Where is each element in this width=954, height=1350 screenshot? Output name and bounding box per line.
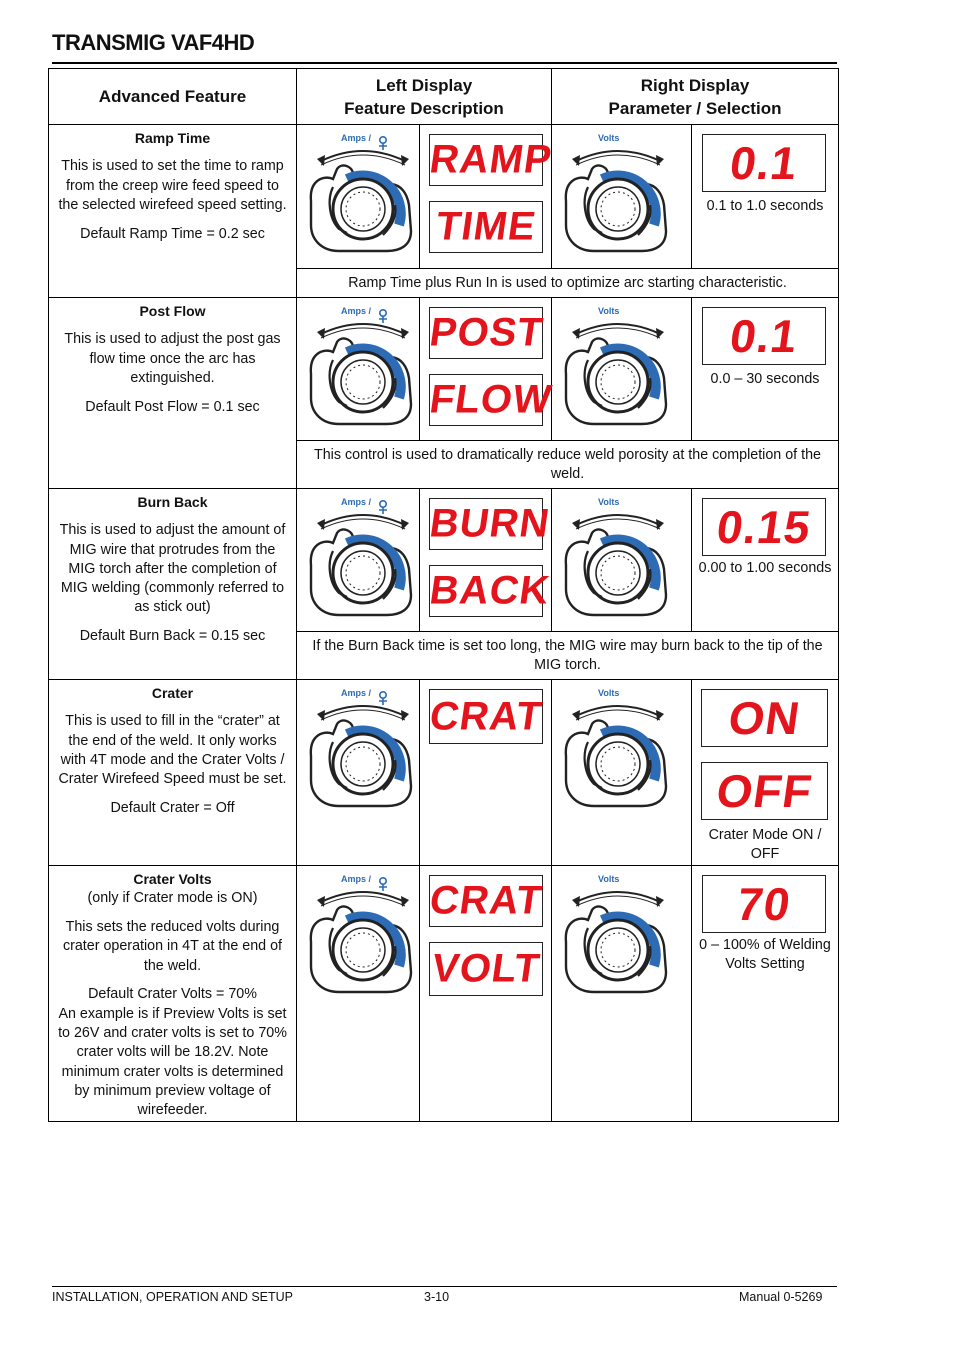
amps-knob-cell <box>297 680 420 866</box>
knob-label: Amps / <box>341 688 372 698</box>
rotate-arrow-icon <box>572 892 664 907</box>
knob-label: Volts <box>598 688 620 698</box>
feature-note: This control is used to dramatically reduce weld porosity at the completion of the weld. <box>297 441 839 489</box>
left-lcd-display: CRAT <box>429 875 543 927</box>
table-row <box>49 680 839 866</box>
volts-knob-cell <box>552 866 692 1122</box>
right-lcd-display: OFF <box>701 762 828 820</box>
rotate-arrow-icon <box>572 515 664 530</box>
volts-knob-cell <box>552 125 692 269</box>
rotate-arrow-icon <box>317 324 409 339</box>
knob-label: Amps / <box>341 497 372 507</box>
table-row <box>49 298 839 441</box>
torch-icon <box>379 137 387 150</box>
table-row <box>49 125 839 269</box>
knob-label: Amps / <box>341 874 372 884</box>
amps-knob-cell <box>297 866 420 1122</box>
footer-page-number: 3-10 <box>424 1290 450 1304</box>
rotate-arrow-icon <box>317 151 409 166</box>
parameter-range: 0.0 – 30 seconds <box>710 371 820 387</box>
left-lcd-display: FLOW <box>429 374 543 426</box>
right-lcd-display: ON <box>701 689 828 747</box>
right-lcd-display: 0.1 <box>702 134 826 192</box>
left-lcd-display: VOLT <box>429 942 543 996</box>
parameter-range: Crater Mode ON / OFF <box>708 827 822 863</box>
feature-crater: Crater This is used to fill in the “crater” at the end of the weld. It only works with 4T mode and the Crater Volts / Crater Wirefeed Speed must be set. Default Crater = Off <box>49 680 297 866</box>
col-header-right-display: Right Display Parameter / Selection <box>552 69 839 125</box>
rotate-arrow-icon <box>317 706 409 721</box>
amps-knob-cell <box>297 125 420 269</box>
advanced-feature-table <box>48 68 839 1122</box>
right-lcd-display: 0.15 <box>702 498 826 556</box>
volts-knob-cell <box>552 298 692 441</box>
torch-icon <box>379 878 387 891</box>
rotate-arrow-icon <box>317 515 409 530</box>
knob-label: Amps / <box>341 133 372 143</box>
torch-icon <box>379 501 387 514</box>
feature-note: If the Burn Back time is set too long, the MIG wire may burn back to the tip of the MIG torch. <box>297 632 839 680</box>
knob-label: Volts <box>598 306 620 316</box>
feature-note: Ramp Time plus Run In is used to optimize arc starting characteristic. <box>297 269 839 298</box>
knob-label: Volts <box>598 133 620 143</box>
left-lcd-display: RAMP <box>429 134 543 186</box>
table-row <box>49 489 839 632</box>
parameter-range: 0.00 to 1.00 seconds <box>698 560 832 576</box>
feature-burn-back: Burn Back This is used to adjust the amount of MIG wire that protrudes from the MIG torch after the completion of MIG welding (commonly referred to as stick out) Default Burn Back = 0.15 sec <box>49 489 297 680</box>
right-lcd-display: 0.1 <box>702 307 826 365</box>
right-lcd-display: 70 <box>702 875 826 933</box>
title-rule <box>52 62 837 64</box>
volts-knob-cell <box>552 489 692 632</box>
footer-section: INSTALLATION, OPERATION AND SETUP <box>52 1290 294 1304</box>
footer-rule <box>52 1286 837 1287</box>
knob-label: Amps / <box>341 306 372 316</box>
page-title: TRANSMIG VAF4HD <box>52 30 255 55</box>
torch-icon <box>379 692 387 705</box>
parameter-range: 0.1 to 1.0 seconds <box>706 198 824 214</box>
parameter-range: 0 – 100% of Welding Volts Setting <box>699 937 831 973</box>
footer-manual-number: Manual 0-5269 <box>739 1290 823 1304</box>
left-lcd-display: TIME <box>429 201 543 253</box>
rotate-arrow-icon <box>572 151 664 166</box>
rotate-arrow-icon <box>572 324 664 339</box>
table-header-row <box>49 69 839 125</box>
torch-icon <box>379 310 387 323</box>
left-lcd-display: POST <box>429 307 543 359</box>
feature-ramp-time: Ramp Time This is used to set the time to ramp from the creep wire feed speed to the selected wirefeed speed setting. Default Ramp Time = 0.2 sec <box>49 125 297 298</box>
amps-knob-cell <box>297 489 420 632</box>
left-lcd-display: CRAT <box>429 689 543 744</box>
left-lcd-display: BURN <box>429 498 543 550</box>
feature-post-flow: Post Flow This is used to adjust the post gas flow time once the arc has extinguished. Default Post Flow = 0.1 sec <box>49 298 297 489</box>
col-header-left-display: Left Display Feature Description <box>297 69 552 125</box>
knob-label: Volts <box>598 497 620 507</box>
volts-knob-cell <box>552 680 692 866</box>
table-row <box>49 866 839 1122</box>
col-header-feature: Advanced Feature <box>49 69 297 125</box>
rotate-arrow-icon <box>572 706 664 721</box>
feature-crater-volts: Crater Volts (only if Crater mode is ON) This sets the reduced volts during crater operation in 4T at the end of the weld. Default Crater Volts = 70% An example is if Preview Volts is set to 26V and crater volts is set to 70% crater volts will be 18.2V. Note minimum crater volts is determined by minimum preview voltage of wirefeeder. <box>49 866 297 1122</box>
knob-label: Volts <box>598 874 620 884</box>
rotate-arrow-icon <box>317 892 409 907</box>
amps-knob-cell <box>297 298 420 441</box>
left-lcd-display: BACK <box>429 565 543 617</box>
